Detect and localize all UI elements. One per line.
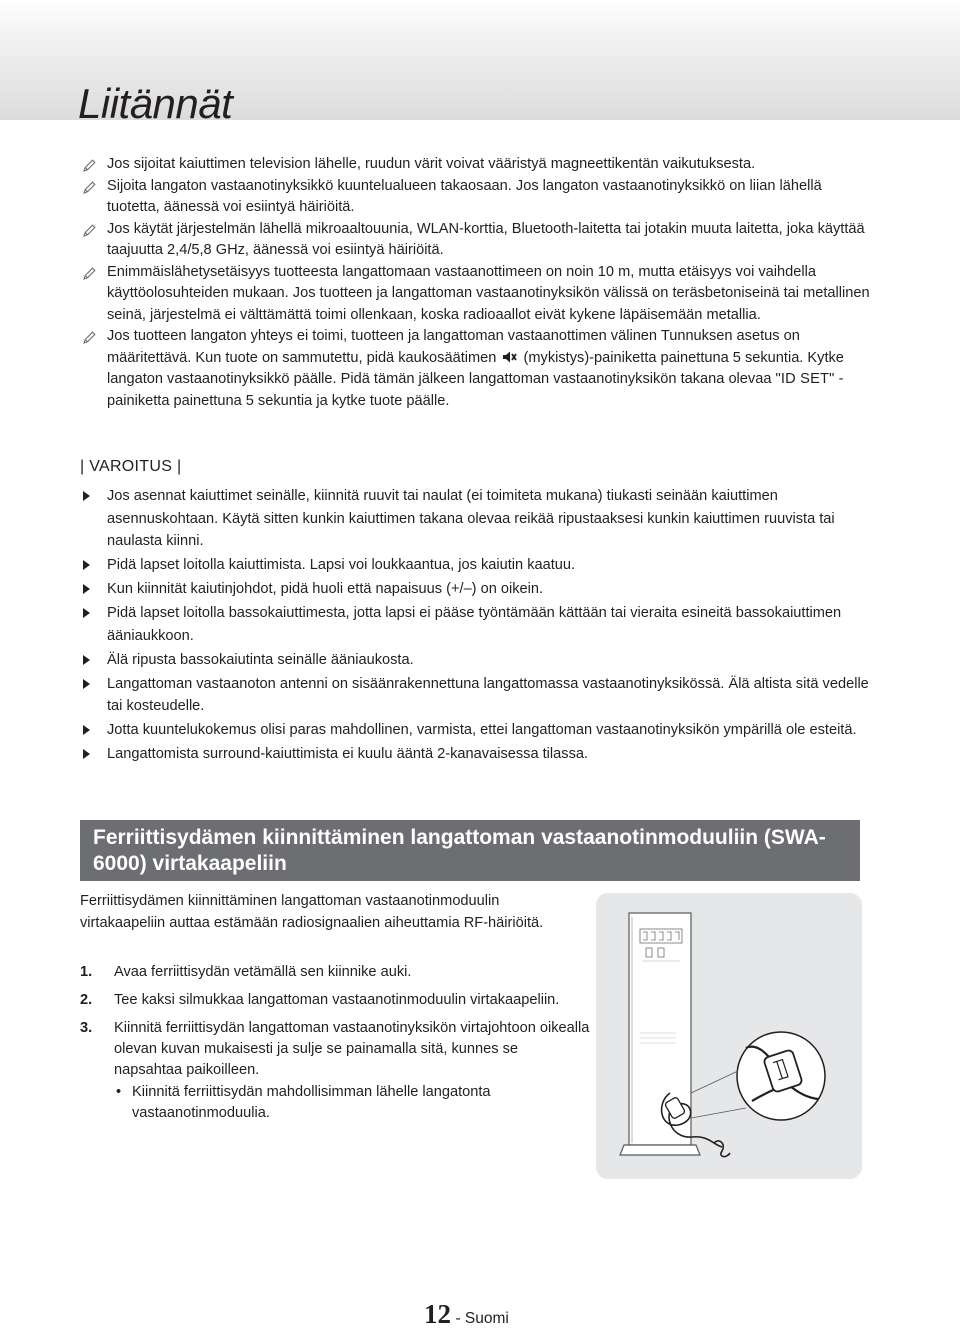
bullet-triangle-icon xyxy=(83,584,90,594)
step-item xyxy=(80,962,590,983)
step-text: Tee kaksi silmukkaa langattoman vastaanotinmoduulin virtakaapeliin. xyxy=(114,992,560,1008)
caution-list xyxy=(80,485,870,767)
step-number: 3. xyxy=(80,1020,93,1036)
note-pencil-icon xyxy=(81,180,97,196)
caution-text: Jos asennat kaiuttimet seinälle, kiinnitä ruuvit tai naulat (ei toimiteta mukana) tiukasti seinään kaiuttimen asennuskohtaan. Käytä sitten kunkin kaiuttimen takana olevaa reikää ripustaaksesi kunkin kaiuttimen ruuvista tai naulasta kiinni. xyxy=(107,488,835,549)
note-pencil-icon xyxy=(81,223,97,239)
step-item xyxy=(80,990,590,1011)
bullet-triangle-icon xyxy=(83,560,90,570)
caution-item xyxy=(80,719,870,742)
note-item xyxy=(80,176,870,219)
caution-item xyxy=(80,485,870,553)
bullet-triangle-icon xyxy=(83,491,90,501)
note-pencil-icon xyxy=(81,266,97,282)
note-text: -painiketta painettuna 5 sekuntia ja kytke tuote päälle. xyxy=(107,371,844,409)
step-subnote xyxy=(114,1082,590,1124)
caution-text: Pidä lapset loitolla bassokaiuttimesta, jotta lapsi ei pääse työntämään kättään tai vieraita esineitä bassokaiuttimen ääniaukkoon. xyxy=(107,605,842,644)
caution-text: Jotta kuuntelukokemus olisi paras mahdollinen, varmista, ettei langattoman vastaanotinyksikön ympärillä ole esteitä. xyxy=(107,722,857,738)
page-footer xyxy=(424,1299,509,1330)
note-text: Jos käytät järjestelmän lähellä mikroaaltouunia, WLAN-korttia, Bluetooth-laitetta tai jotakin muuta laitetta, joka käyttää taajuutta 2,4/5,8 GHz, äänessä voi esiintyä häiriöitä. xyxy=(107,220,865,258)
caution-item xyxy=(80,554,870,577)
section-intro: Ferriittisydämen kiinnittäminen langattoman vastaanotinmoduulin virtakaapeliin auttaa estämään radiosignaalien aiheuttamia RF-häiriöitä. xyxy=(80,893,544,931)
caution-item xyxy=(80,578,870,601)
step-item xyxy=(80,1018,590,1124)
caution-text: Langattomista surround-kaiuttimista ei kuulu ääntä 2-kanavaisessa tilassa. xyxy=(107,746,589,762)
caution-heading: | VAROITUS | xyxy=(80,458,182,475)
note-pencil-icon xyxy=(81,158,97,174)
bullet-triangle-icon xyxy=(83,749,90,759)
note-item xyxy=(80,219,870,262)
caution-text: Langattoman vastaanoton antenni on sisäänrakennettuna langattomassa vastaanotinyksikössä. Älä altista sitä vedelle tai kosteudelle. xyxy=(107,675,869,714)
bullet-triangle-icon xyxy=(83,725,90,735)
note-text: Jos tuotteen langaton yhteys ei toimi, tuotteen ja langattoman vastaanottimen välinen Tunnuksen asetus on määritettävä. Kun tuote on sammutettu, pidä kaukosäätimen xyxy=(107,328,800,366)
section-title: Ferriittisydämen kiinnittäminen langattoman vastaanotinmoduuliin (SWA-6000) virtakaapeliin xyxy=(93,826,826,875)
caution-item xyxy=(80,649,870,672)
caution-text: Älä ripusta bassokaiutinta seinälle ääniaukosta. xyxy=(107,651,414,668)
mute-icon xyxy=(502,350,517,364)
note-text: (mykistys)-painiketta painettuna 5 sekuntia. Kytke langaton vastaanotinyksikkö päälle. Pidä tämän jälkeen langattoman vastaanotinyksikön takana olevaa xyxy=(107,349,844,387)
ferrite-core-illustration xyxy=(596,893,862,1179)
caution-item xyxy=(80,743,870,766)
bullet-triangle-icon xyxy=(83,608,90,618)
note-text: Enimmäislähetysetäisyys tuotteesta langattomaan vastaanottimeen on noin 10 m, mutta etäisyys voi vaihdella käyttöolosuhteiden mukaan. Jos tuotteen ja langattoman vastaanotinyksikön välissä on teräsbetoniseinä tai metallinen seinä, järjestelmä ei välttämättä toimi ollenkaan, koska radioaallot eivät kykene läpäisemään metallia. xyxy=(107,263,870,323)
bullet-triangle-icon xyxy=(83,655,90,665)
bullet-dot-icon: • xyxy=(116,1084,122,1100)
caution-text: Pidä lapset loitolla kaiuttimista. Lapsi voi loukkaantua, jos kaiutin kaatuu. xyxy=(107,557,576,573)
note-item xyxy=(80,326,870,412)
note-text: Jos sijoitat kaiuttimen television lähelle, ruudun värit voivat vääristyä magneettikentän vaikutuksesta. xyxy=(107,156,756,172)
step-text: Avaa ferriittisydän vetämällä sen kiinnike auki. xyxy=(114,964,412,980)
step-number: 1. xyxy=(80,964,93,980)
bullet-triangle-icon xyxy=(83,679,90,689)
note-text: Sijoita langaton vastaanotinyksikkö kuuntelualueen takaosaan. Jos langaton vastaanotinyksikkö on liian lähellä tuotetta, äänessä voi esiintyä häiriöitä. xyxy=(107,177,822,215)
notes-list xyxy=(80,154,870,412)
note-item xyxy=(80,154,870,176)
page-language: - Suomi xyxy=(455,1310,509,1327)
step-text: Kiinnitä ferriittisydän langattoman vastaanotinyksikön virtajohtoon oikealla olevan kuvan mukaisesti ja sulje se painamalla sitä, kunnes se napsahtaa paikoilleen. xyxy=(114,1020,590,1078)
page-number: 12 xyxy=(424,1299,451,1329)
note-pencil-icon xyxy=(81,330,97,346)
steps-list xyxy=(80,962,590,1131)
step-subnote-text: Kiinnitä ferriittisydän mahdollisimman lähelle langatonta vastaanotinmoduulia. xyxy=(132,1084,491,1121)
note-item xyxy=(80,262,870,327)
caution-text: Kun kiinnität kaiutinjohdot, pidä huoli että napaisuus (+/–) on oikein. xyxy=(107,581,544,597)
section-heading-bar xyxy=(80,820,860,881)
caution-item xyxy=(80,602,870,647)
step-number: 2. xyxy=(80,992,93,1008)
caution-item xyxy=(80,673,870,718)
page-title: Liitännät xyxy=(78,80,233,127)
receiver-module-drawing xyxy=(596,893,862,1179)
id-set-key-label: "ID SET" xyxy=(775,371,835,387)
